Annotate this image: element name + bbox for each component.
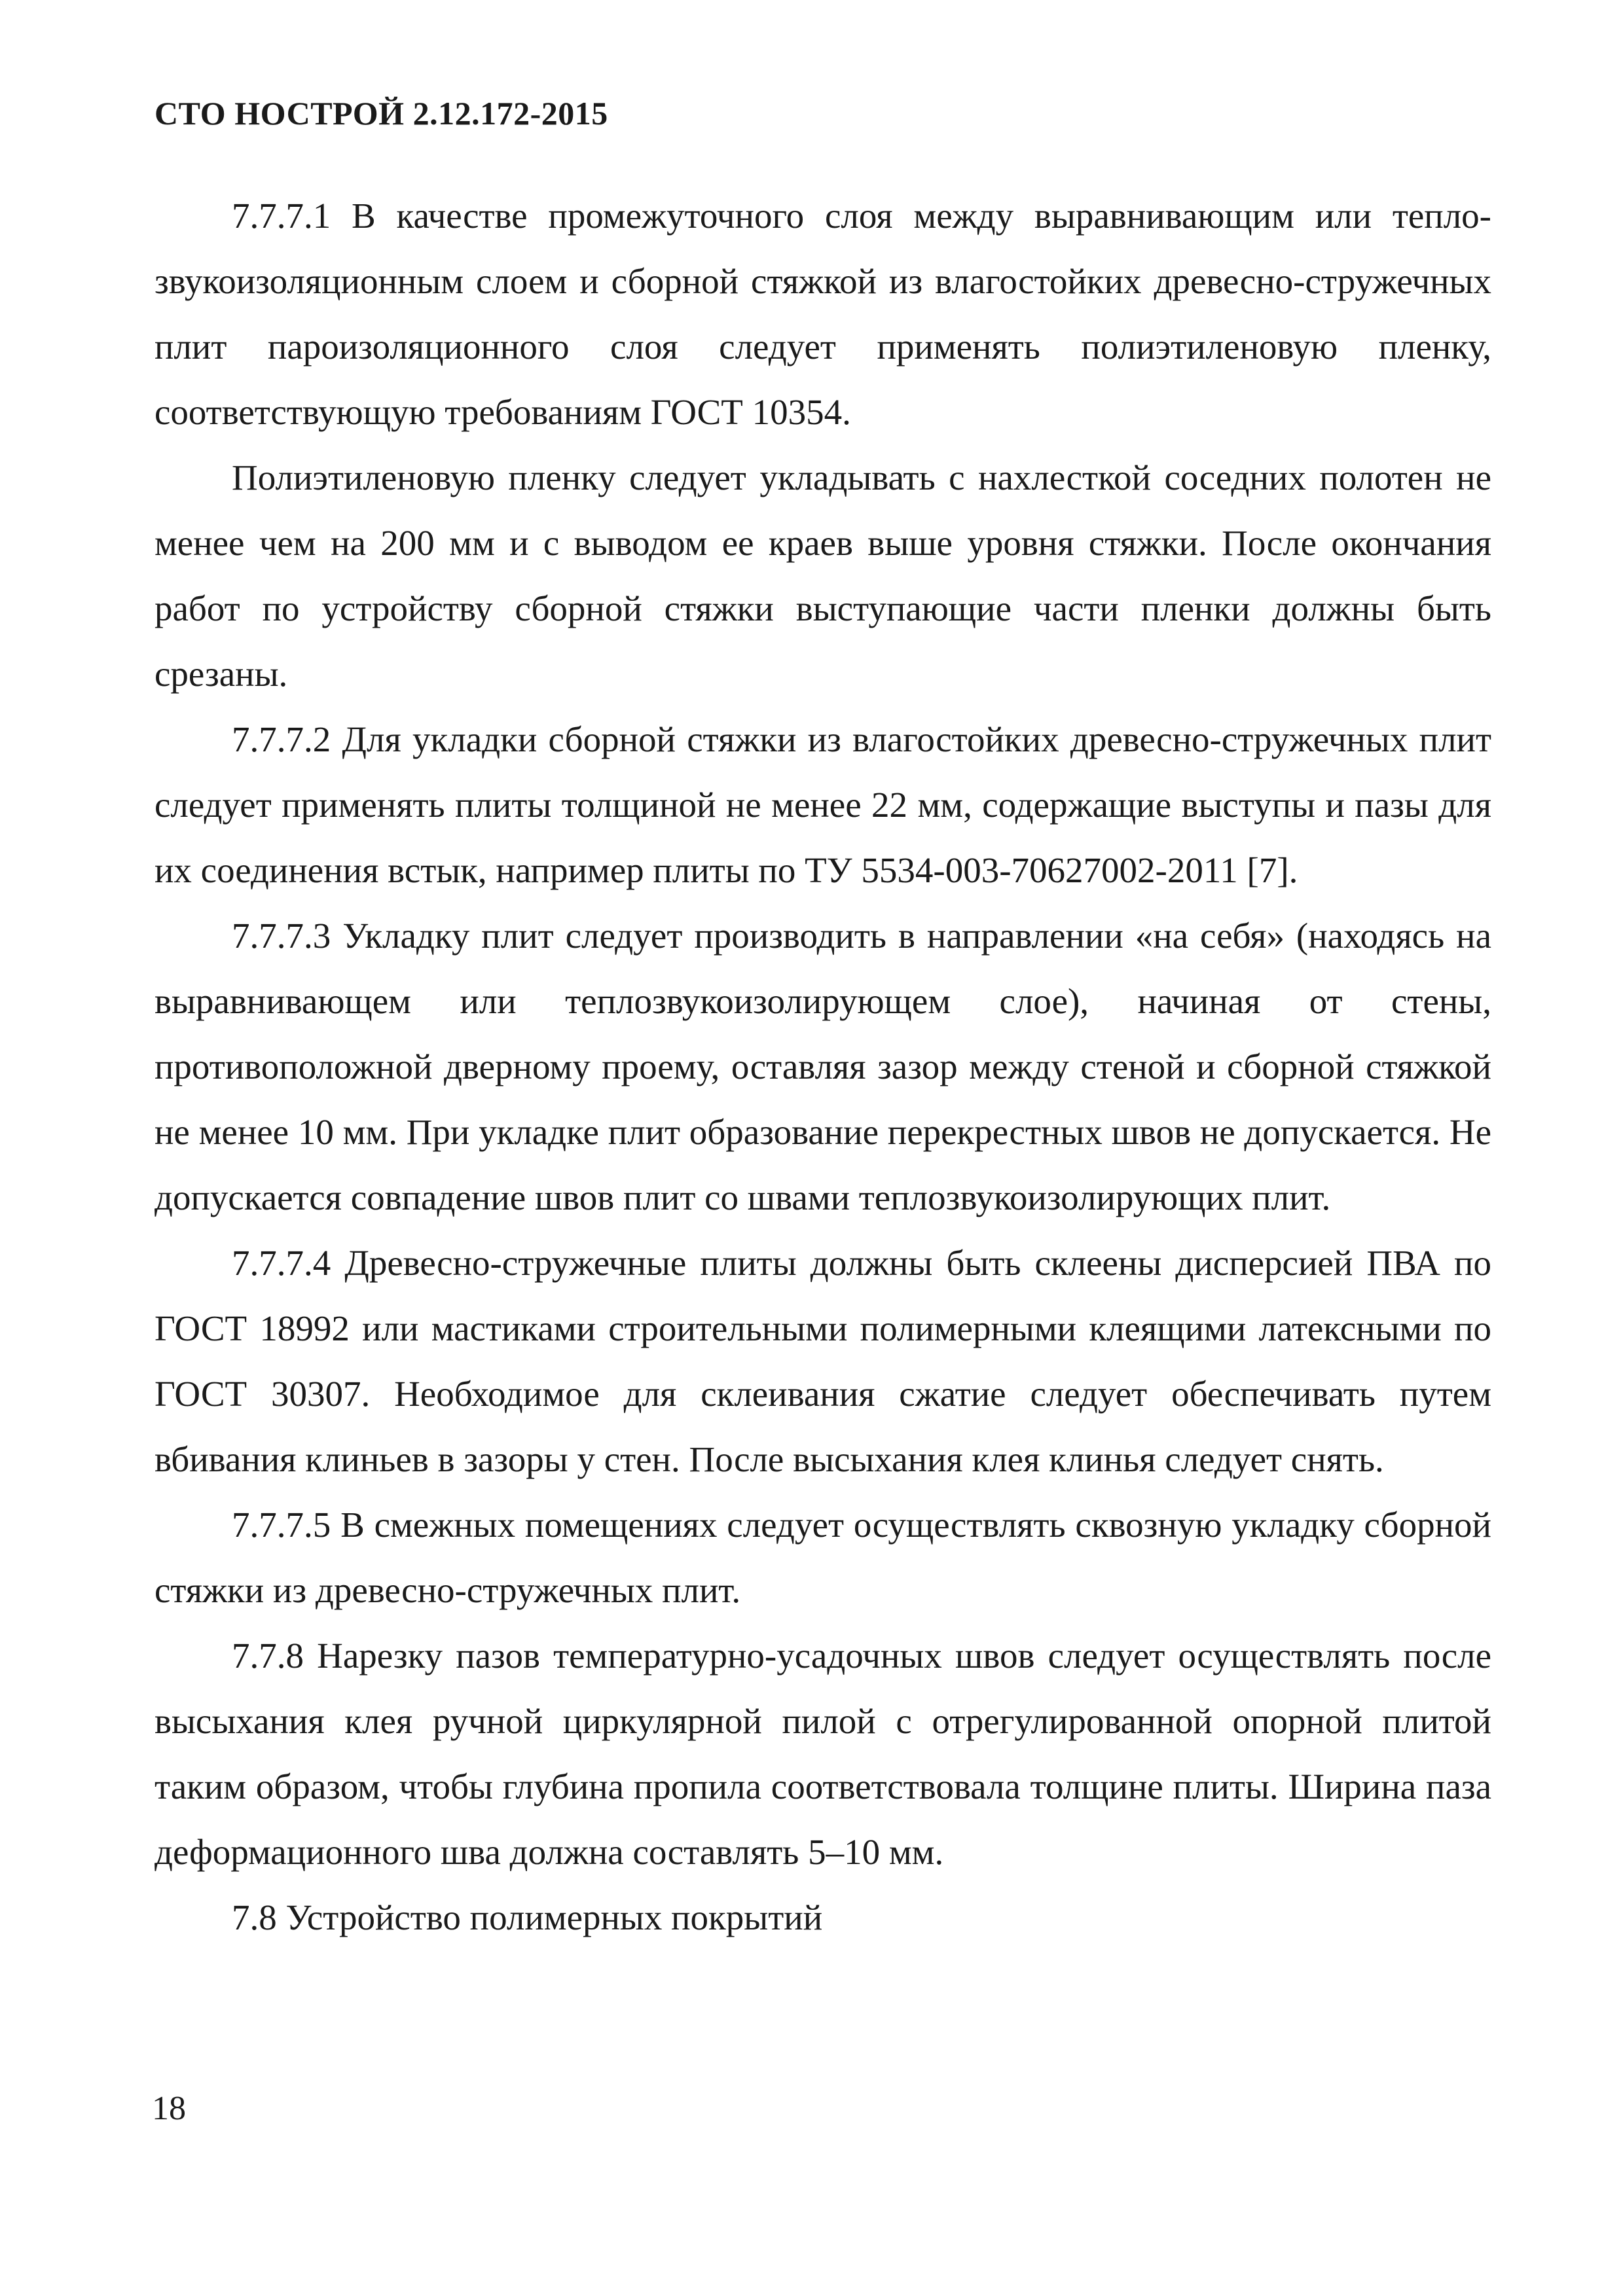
paragraph-7-7-7-2: 7.7.7.2 Для укладки сборной стяжки из влагостойких древесно-стружечных плит следует применять плиты толщиной не менее 22 мм, содержащие выступы и пазы для их соединения встык, например плиты по ТУ 5534-003-70627002-2011 [7]. [155, 719, 1491, 890]
paragraph-7-7-7-1: 7.7.7.1 В качестве промежуточного слоя между выравнивающим или тепло-звукоизоляционным слоем и сборной стяжкой из влагостойких древесно-стружечных плит пароизоляционного слоя следует применять полиэтиленовую пленку, соответствующую требованиям ГОСТ 10354. [155, 196, 1491, 432]
document-body [155, 183, 1491, 1950]
paragraph-7-7-7-3: 7.7.7.3 Укладку плит следует производить в направлении «на себя» (находясь на выравнивающем или теплозвукоизолирующем слое), начиная от стены, противоположной дверному проему, оставляя зазор между стеной и сборной стяжкой не менее 10 мм. При укладке плит образование перекрестных швов не допускается. Не допускается совпадение швов плит со швами теплозвукоизолирующих плит. [155, 916, 1491, 1217]
page-number: 18 [152, 2090, 186, 2127]
paragraph-7-7-8: 7.7.8 Нарезку пазов температурно-усадочных швов следует осуществлять после высыхания клея ручной циркулярной пилой с отрегулированной опорной плитой таким образом, чтобы глубина пропила соответствовала толщине плиты. Ширина паза деформационного шва должна составлять 5–10 мм. [155, 1636, 1491, 1872]
section-heading-7-8: 7.8 Устройство полимерных покрытий [232, 1897, 823, 1937]
paragraph-film-overlap: Полиэтиленовую пленку следует укладывать с нахлесткой соседних полотен не менее чем на 200 мм и с выводом ее краев выше уровня стяжки. После окончания работ по устройству сборной стяжки выступающие части пленки должны быть срезаны. [155, 457, 1491, 694]
document-header: СТО НОСТРОЙ 2.12.172-2015 [155, 95, 608, 132]
paragraph-7-7-7-5: 7.7.7.5 В смежных помещениях следует осуществлять сквозную укладку сборной стяжки из древесно-стружечных плит. [155, 1505, 1491, 1610]
paragraph-7-7-7-4: 7.7.7.4 Древесно-стружечные плиты должны быть склеены дисперсией ПВА по ГОСТ 18992 или мастиками строительными полимерными клеящими латексными по ГОСТ 30307. Необходимое для склеивания сжатие следует обеспечивать путем вбивания клиньев в зазоры у стен. После высыхания клея клинья следует снять. [155, 1243, 1491, 1479]
